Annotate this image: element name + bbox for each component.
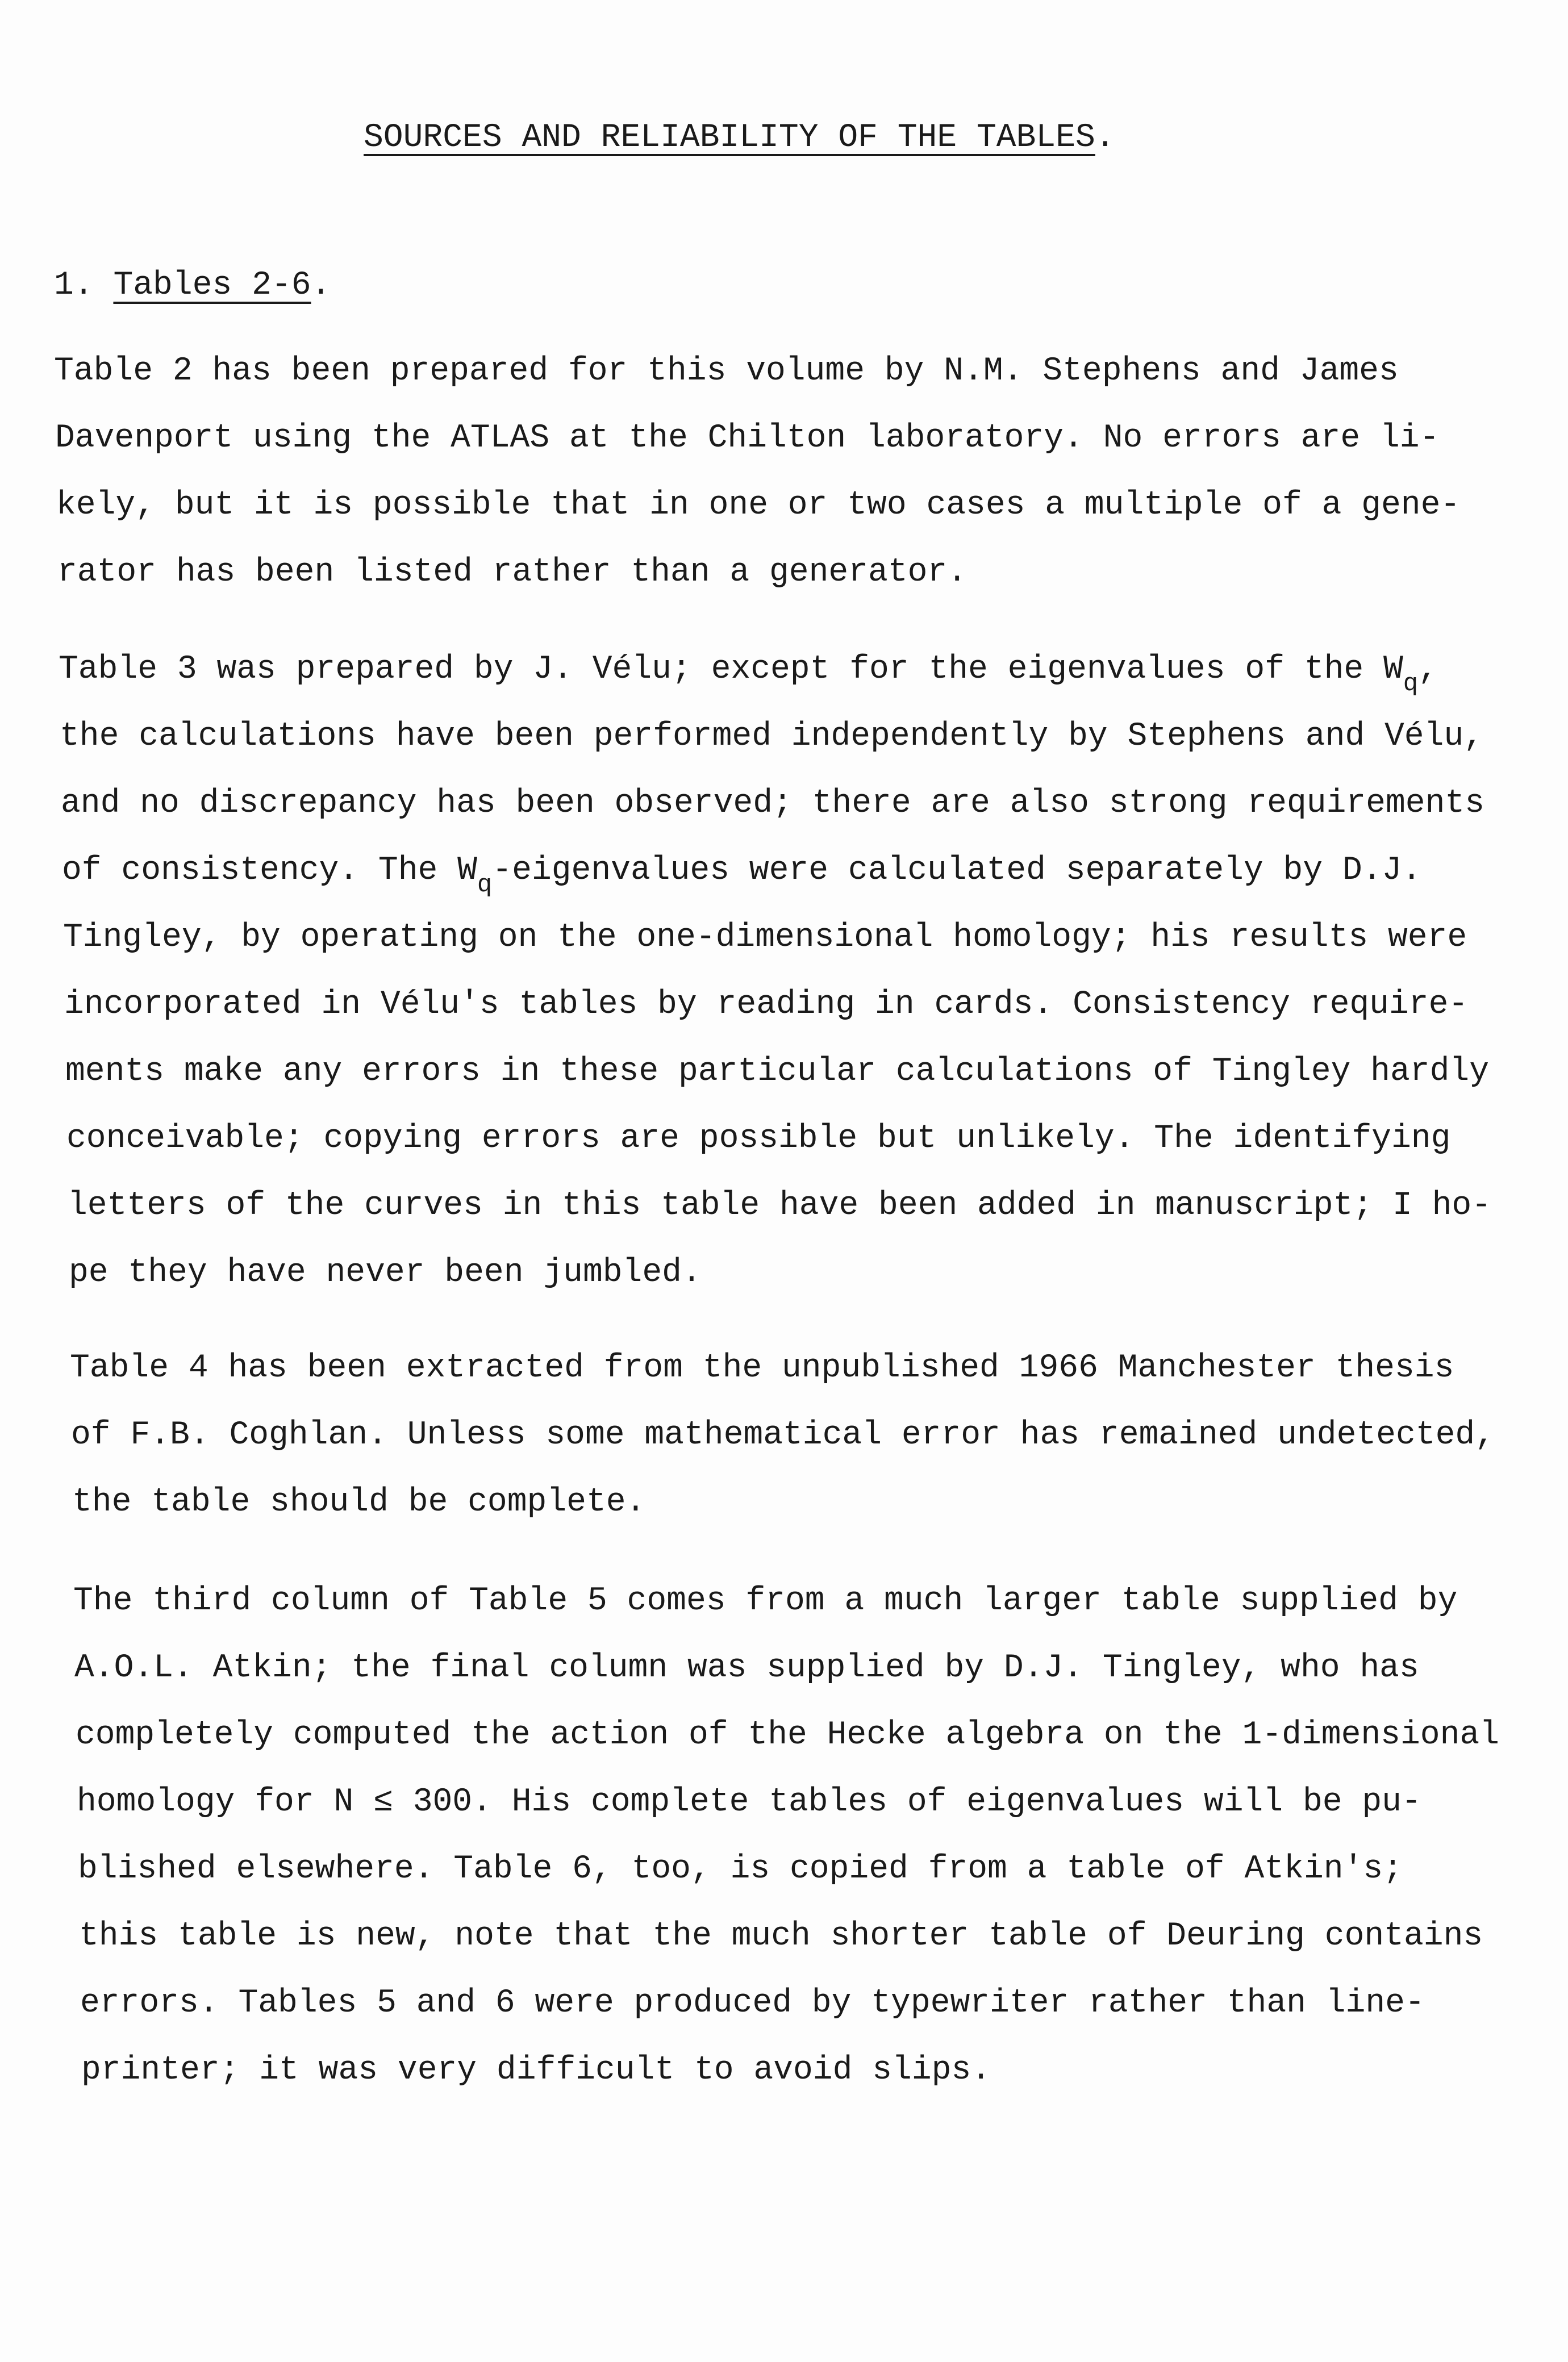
page-title-period: . <box>1095 119 1115 156</box>
page-title <box>364 119 1115 156</box>
text-line: pe they have never been jumbled. <box>69 1254 702 1291</box>
text-line: Tingley, by operating on the one-dimensional homology; his results were <box>63 919 1467 956</box>
section-heading <box>54 267 331 304</box>
text-line <box>62 852 1422 899</box>
text-fragment: Table 3 was prepared by J. Vélu; except for the eigenvalues of the W <box>59 651 1403 688</box>
section-number: 1. <box>54 267 94 304</box>
text-line: The third column of Table 5 comes from a much larger table supplied by <box>73 1583 1458 1620</box>
text-line: completely computed the action of the Hecke algebra on the 1-dimensional <box>76 1717 1500 1754</box>
text-line: the calculations have been performed independently by Stephens and Vélu, <box>60 718 1484 755</box>
text-line: and no discrepancy has been observed; there are also strong requirements <box>61 785 1485 822</box>
text-line: this table is new, note that the much shorter table of Deuring contains <box>79 1918 1483 1955</box>
text-line: conceivable; copying errors are possible but unlikely. The identifying <box>66 1120 1451 1157</box>
section-period: . <box>311 267 331 304</box>
text-line: blished elsewhere. Table 6, too, is copied from a table of Atkin's; <box>78 1851 1403 1888</box>
text-fragment: , <box>1418 651 1438 688</box>
page-title-text: SOURCES AND RELIABILITY OF THE TABLES <box>364 119 1095 156</box>
text-line: A.O.L. Atkin; the final column was supplied by D.J. Tingley, who has <box>74 1650 1419 1687</box>
text-line: Table 4 has been extracted from the unpublished 1966 Manchester thesis <box>70 1350 1454 1387</box>
text-line: homology for N ≤ 300. His complete tables of eigenvalues will be pu- <box>77 1784 1421 1821</box>
text-line: incorporated in Vélu's tables by reading in cards. Consistency require- <box>64 986 1469 1023</box>
text-line: rator has been listed rather than a generator. <box>57 554 968 591</box>
text-line: printer; it was very difficult to avoid slips. <box>81 2052 991 2089</box>
text-line: Davenport using the ATLAS at the Chilton laboratory. No errors are li- <box>55 420 1440 457</box>
text-fragment: of consistency. The W <box>62 852 477 889</box>
text-line: errors. Tables 5 and 6 were produced by typewriter rather than line- <box>80 1985 1425 2022</box>
text-line: Table 2 has been prepared for this volume by N.M. Stephens and James <box>54 353 1399 390</box>
text-line: letters of the curves in this table have been added in manuscript; I ho- <box>68 1187 1492 1224</box>
text-line: of F.B. Coghlan. Unless some mathematical error has remained undetected, <box>71 1417 1495 1454</box>
text-line: the table should be complete. <box>72 1484 646 1521</box>
text-fragment: -eigenvalues were calculated separately by D.J. <box>492 852 1422 889</box>
text-line: kely, but it is possible that in one or two cases a multiple of a gene- <box>56 487 1461 524</box>
text-line <box>59 651 1438 698</box>
section-label: Tables 2-6 <box>113 267 311 304</box>
subscript-q: q <box>1403 670 1419 698</box>
text-line: ments make any errors in these particular calculations of Tingley hardly <box>65 1053 1490 1090</box>
subscript-q: q <box>477 871 493 899</box>
